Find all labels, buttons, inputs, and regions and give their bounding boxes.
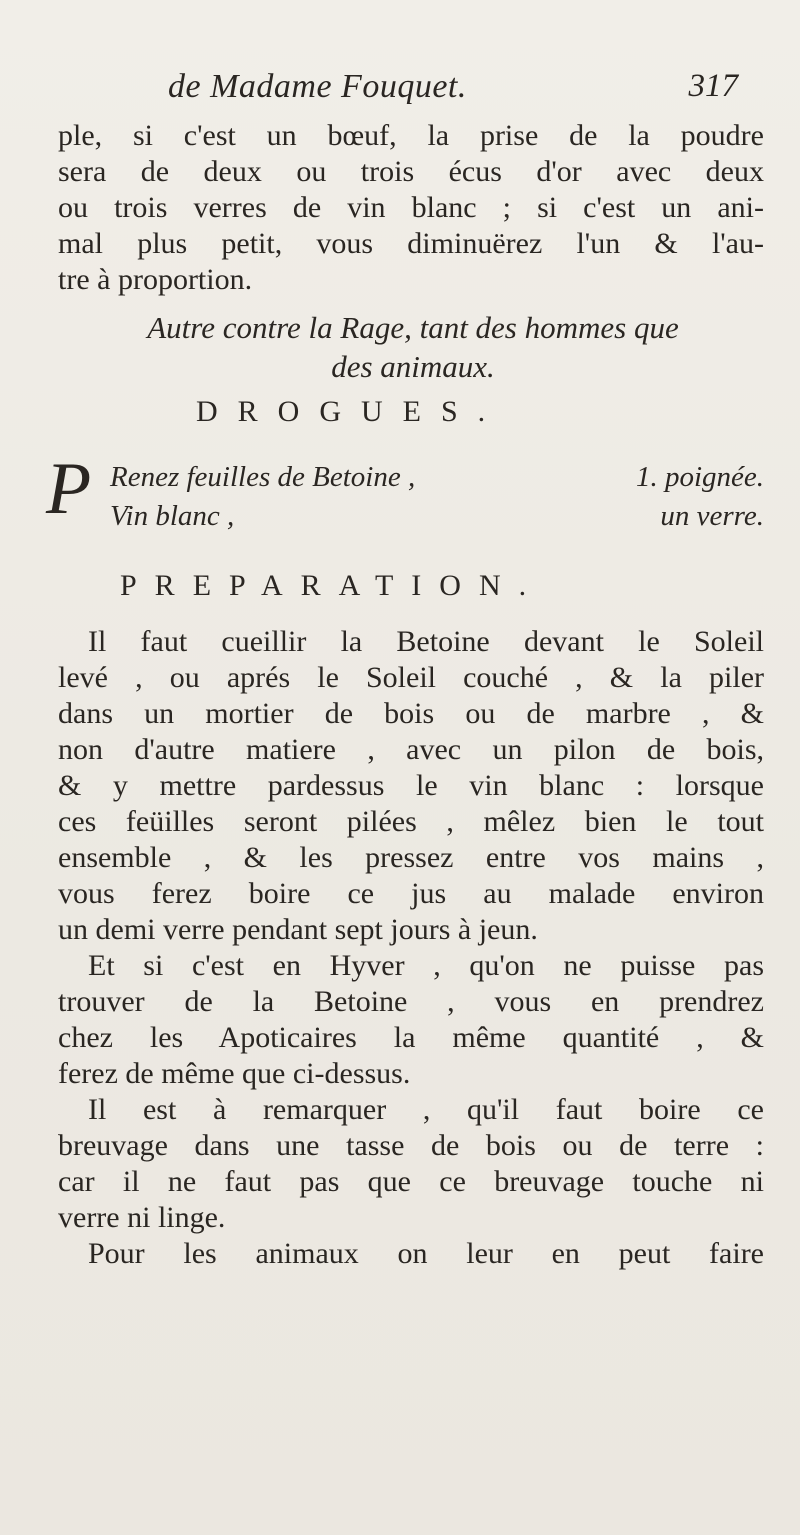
preparation-paragraph [58,624,764,1272]
text-line: vous ferez boire ce jus au malade environ [58,877,764,910]
text-line: ferez de même que ci-dessus. [58,1057,411,1090]
text-line: ces feüilles seront pilées , mêlez bien le tout [58,805,764,838]
text-line: verre ni linge. [58,1201,226,1234]
recipe-title-line: Autre contre la Rage, tant des hommes que [147,310,679,345]
ingredient-row [58,500,768,538]
preparation-heading: PREPARATION. [120,569,545,602]
text-line: breuvage dans une tasse de bois ou de terre : [58,1129,764,1162]
text-line: ou trois verres de vin blanc ; si c'est un ani- [58,191,764,224]
page-number: 317 [688,68,738,104]
text-line: Il est à remarquer , qu'il faut boire ce [88,1093,764,1126]
text-line: dans un mortier de bois ou de marbre , & [58,697,764,730]
text-line: levé , ou aprés le Soleil couché , & la piler [58,661,764,694]
page-header [50,68,760,108]
ingredient-quantity: un verre. [660,500,764,532]
text-line: sera de deux ou trois écus d'or avec deux [58,155,764,188]
text-line: trouver de la Betoine , vous en prendrez [58,985,764,1018]
text-line: & y mettre pardessus le vin blanc : lorsque [58,769,764,802]
text-line: Pour les animaux on leur en peut faire [88,1237,764,1270]
ingredient-row [58,461,768,499]
text-line: car il ne faut pas que ce breuvage touche ni [58,1165,764,1198]
ingredient-quantity: 1. poignée. [635,461,764,493]
running-title: de Madame Fouquet. [168,68,467,105]
recipe-title [60,308,766,386]
text-line: un demi verre pendant sept jours à jeun. [58,913,538,946]
recipe-title-line: des animaux. [331,349,495,384]
ingredient-name: Vin blanc , [110,500,235,532]
text-line: ensemble , & les pressez entre vos mains , [58,841,764,874]
text-line: non d'autre matiere , avec un pilon de bois, [58,733,764,766]
drogues-heading: DROGUES. [196,395,506,428]
text-line: Il faut cueillir la Betoine devant le Soleil [88,625,764,658]
text-line: tre à proportion. [58,263,253,296]
ingredient-name: Renez feuilles de Betoine , [110,461,416,493]
text-line: chez les Apoticaires la même quantité , & [58,1021,764,1054]
text-line: mal plus petit, vous diminuërez l'un & l'au- [58,227,764,260]
paragraph-continuation [58,118,764,298]
drop-cap: P [46,448,92,530]
text-line: Et si c'est en Hyver , qu'on ne puisse pas [88,949,764,982]
text-line: ple, si c'est un bœuf, la prise de la poudre [58,119,764,152]
